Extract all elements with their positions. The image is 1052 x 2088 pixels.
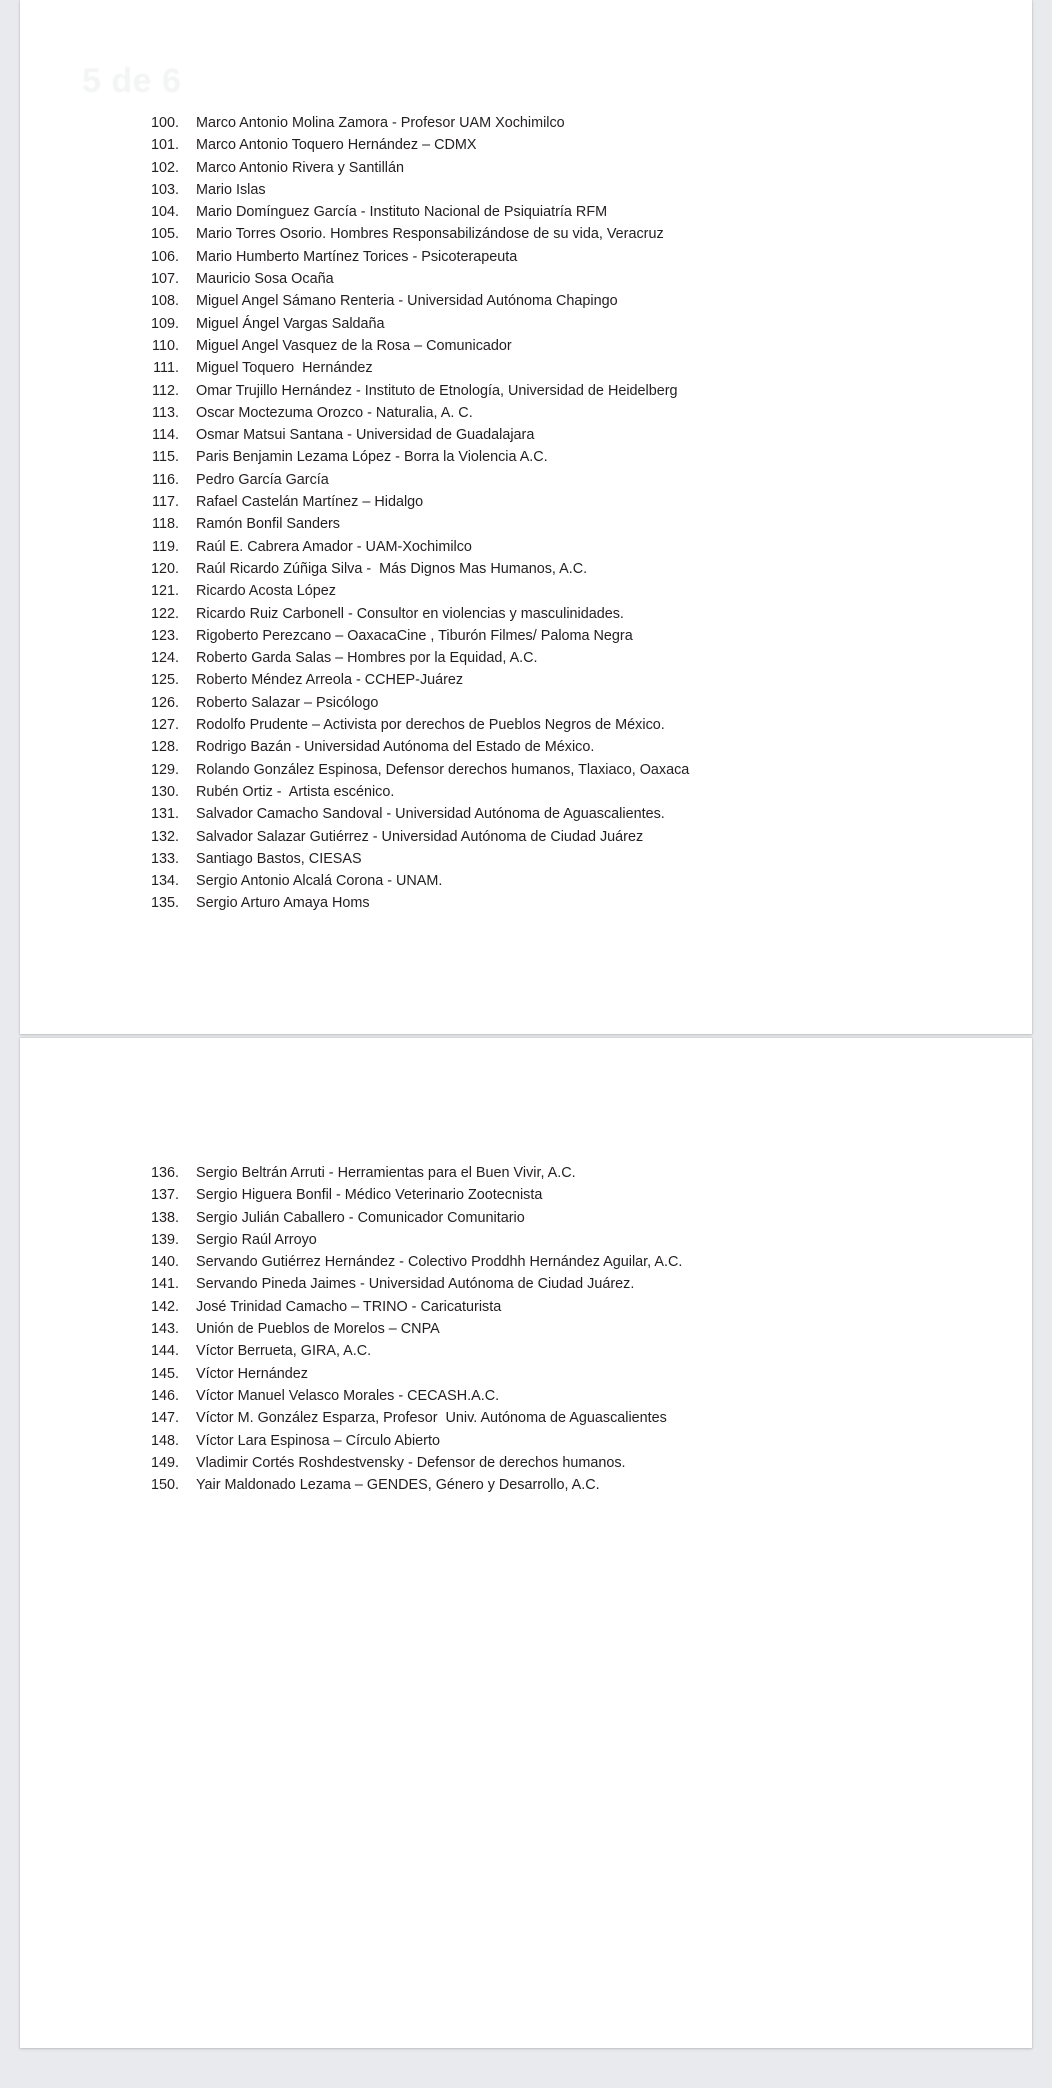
list-item-number: 150.: [150, 1477, 179, 1494]
list-item-text: Rigoberto Perezcano – OaxacaCine , Tiburón Filmes/ Paloma Negra: [196, 627, 633, 644]
list-item-text: Sergio Beltrán Arruti - Herramientas para el Buen Vivir, A.C.: [196, 1165, 576, 1181]
list-item: [133, 736, 1008, 758]
list-item: [133, 424, 1008, 446]
list-item-number: 117.: [152, 494, 179, 511]
list-item: [133, 268, 1008, 290]
list-item-text: José Trinidad Camacho – TRINO - Caricaturista: [196, 1298, 502, 1315]
list-item-number: 123.: [150, 627, 179, 644]
list-item: [133, 112, 1008, 134]
list-item-number: 122.: [150, 605, 179, 622]
list-item-text: Santiago Bastos, CIESAS: [196, 850, 362, 867]
list-item-number: 121.: [150, 583, 179, 600]
list-item: [133, 781, 1008, 803]
list-item-number: 108.: [150, 293, 179, 310]
list-item-text: Servando Gutiérrez Hernández - Colectivo Proddhh Hernández Aguilar, A.C.: [196, 1254, 683, 1271]
list-item-number: 107.: [150, 271, 179, 288]
list-item-text: Rafael Castelán Martínez – Hidalgo: [196, 494, 424, 511]
list-item: [133, 1296, 1008, 1318]
list-item-text: Omar Trujillo Hernández - Instituto de Etnología, Universidad de Heidelberg: [196, 382, 678, 399]
list-item-text: Víctor Hernández: [196, 1365, 308, 1382]
list-item-text: Sergio Antonio Alcalá Corona - UNAM.: [196, 873, 443, 890]
list-item-number: 119.: [152, 538, 179, 555]
list-item: [133, 1184, 1008, 1206]
list-item-number: 116.: [152, 471, 179, 488]
list-item-number: 127.: [150, 717, 179, 734]
list-item: [133, 603, 1008, 625]
list-item: [133, 1251, 1008, 1273]
list-item-text: Oscar Moctezuma Orozco - Naturalia, A. C.: [196, 404, 473, 421]
list-item-text: Víctor Berrueta, GIRA, A.C.: [196, 1343, 372, 1360]
list-item-text: Salvador Camacho Sandoval - Universidad Autónoma de Aguascalientes.: [196, 806, 665, 823]
list-item: [133, 402, 1008, 424]
list-item: [133, 1273, 1008, 1295]
list-item-text: Mario Islas: [196, 181, 266, 198]
list-item: [133, 491, 1008, 513]
list-item: [133, 1407, 1008, 1429]
list-item: [133, 892, 1008, 914]
list-item-number: 103.: [150, 181, 179, 198]
list-item-text: Víctor Lara Espinosa – Círculo Abierto: [196, 1432, 440, 1449]
list-item-number: 100.: [150, 115, 179, 131]
list-item: [133, 246, 1008, 268]
list-item-text: Roberto Garda Salas – Hombres por la Equidad, A.C.: [196, 650, 538, 667]
list-item-text: Rodrigo Bazán - Universidad Autónoma del Estado de México.: [196, 739, 595, 756]
list-item-text: Miguel Ángel Vargas Saldaña: [196, 315, 385, 332]
list-item: [133, 580, 1008, 602]
list-item-text: Yair Maldonado Lezama – GENDES, Género y Desarrollo, A.C.: [196, 1477, 600, 1494]
list-item: [133, 870, 1008, 892]
list-item-number: 128.: [150, 739, 179, 756]
list-item-number: 105.: [150, 226, 179, 243]
list-item-number: 140.: [150, 1254, 179, 1271]
list-item: [133, 469, 1008, 491]
list-item: [133, 536, 1008, 558]
list-item: [133, 1340, 1008, 1362]
list-item: [133, 759, 1008, 781]
list-item-text: Mario Domínguez García - Instituto Nacional de Psiquiatría RFM: [196, 204, 608, 221]
list-item: [133, 1385, 1008, 1407]
list-item-number: 106.: [150, 248, 179, 265]
list-item-number: 148.: [150, 1432, 179, 1449]
list-item-text: Mauricio Sosa Ocaña: [196, 271, 334, 288]
list-item: [133, 335, 1008, 357]
list-item: [133, 313, 1008, 335]
list-item: [133, 692, 1008, 714]
list-item-text: Marco Antonio Rivera y Santillán: [196, 159, 404, 176]
list-item-text: Sergio Raúl Arroyo: [196, 1231, 317, 1248]
list-item: [133, 357, 1008, 379]
list-item-number: 146.: [150, 1387, 179, 1404]
list-item-number: 101.: [150, 137, 179, 154]
list-item-number: 147.: [150, 1410, 179, 1427]
list-item-number: 115.: [152, 449, 179, 466]
list-item-number: 130.: [150, 783, 179, 800]
list-item: [133, 1318, 1008, 1340]
list-item-text: Mario Torres Osorio. Hombres Responsabilizándose de su vida, Veracruz: [196, 226, 664, 243]
list-item: [133, 714, 1008, 736]
list-item: [133, 669, 1008, 691]
list-item-number: 142.: [150, 1298, 179, 1315]
list-item-number: 126.: [150, 694, 179, 711]
document-page-6: [20, 1038, 1032, 2048]
list-item-text: Sergio Julián Caballero - Comunicador Comunitario: [196, 1209, 525, 1226]
list-item-text: Roberto Salazar – Psicólogo: [196, 694, 379, 711]
list-item: [133, 201, 1008, 223]
list-item-text: Rolando González Espinosa, Defensor derechos humanos, Tlaxiaco, Oaxaca: [196, 761, 690, 778]
list-item-text: Sergio Arturo Amaya Homs: [196, 895, 370, 912]
list-item-number: 110.: [152, 337, 179, 354]
list-item-text: Rodolfo Prudente – Activista por derechos de Pueblos Negros de México.: [196, 717, 665, 734]
list-item-text: Servando Pineda Jaimes - Universidad Autónoma de Ciudad Juárez.: [196, 1276, 635, 1293]
list-item-number: 139.: [150, 1231, 179, 1248]
list-item: [133, 513, 1008, 535]
list-item: [133, 446, 1008, 468]
list-item: [133, 1162, 1008, 1184]
list-item: [133, 1363, 1008, 1385]
list-item-text: Salvador Salazar Gutiérrez - Universidad Autónoma de Ciudad Juárez: [196, 828, 644, 845]
list-item-text: Raúl Ricardo Zúñiga Silva - Más Dignos Mas Humanos, A.C.: [196, 560, 588, 577]
document-page-5: [20, 0, 1032, 1034]
list-item-number: 137.: [150, 1187, 179, 1204]
viewer-bottom-space: [0, 2048, 1052, 2088]
list-item-text: Paris Benjamin Lezama López - Borra la Violencia A.C.: [196, 449, 548, 466]
list-item: [133, 1430, 1008, 1452]
list-item: [133, 826, 1008, 848]
list-item-text: Pedro García García: [196, 471, 329, 488]
list-item-number: 144.: [150, 1343, 179, 1360]
list-item: [133, 290, 1008, 312]
list-item-number: 129.: [150, 761, 179, 778]
list-item-text: Unión de Pueblos de Morelos – CNPA: [196, 1321, 440, 1338]
list-item-number: 143.: [150, 1321, 179, 1338]
list-item-number: 136.: [150, 1165, 179, 1181]
list-item-number: 102.: [150, 159, 179, 176]
list-item-number: 125.: [150, 672, 179, 689]
list-item-text: Ramón Bonfil Sanders: [196, 516, 340, 533]
list-item: [133, 647, 1008, 669]
list-item-text: Ricardo Ruiz Carbonell - Consultor en violencias y masculinidades.: [196, 605, 624, 622]
list-item-text: Miguel Toquero Hernández: [196, 360, 373, 377]
list-item-text: Sergio Higuera Bonfil - Médico Veterinario Zootecnista: [196, 1187, 543, 1204]
list-item: [133, 558, 1008, 580]
list-item-number: 145.: [150, 1365, 179, 1382]
list-item: [133, 223, 1008, 245]
list-item-number: 124.: [150, 650, 179, 667]
list-item-text: Víctor M. González Esparza, Profesor Univ. Autónoma de Aguascalientes: [196, 1410, 667, 1427]
list-item: [133, 380, 1008, 402]
list-item: [133, 1229, 1008, 1251]
list-item-number: 114.: [152, 427, 179, 444]
list-item-number: 134.: [150, 873, 179, 890]
list-item-number: 120.: [150, 560, 179, 577]
list-item: [133, 179, 1008, 201]
list-item-text: Raúl E. Cabrera Amador - UAM-Xochimilco: [196, 538, 472, 555]
list-item-text: Mario Humberto Martínez Torices - Psicoterapeuta: [196, 248, 518, 265]
list-item: [133, 1452, 1008, 1474]
list-item-number: 141.: [150, 1276, 179, 1293]
list-item-number: 118.: [152, 516, 179, 533]
signatory-list-page-5: [20, 0, 1032, 915]
list-item: [133, 803, 1008, 825]
list-item-number: 149.: [150, 1454, 179, 1471]
list-item: [133, 1474, 1008, 1496]
list-item-number: 131.: [150, 806, 179, 823]
list-item: [133, 848, 1008, 870]
signatory-list-page-6: [20, 1038, 1032, 1496]
list-item-number: 112.: [152, 382, 179, 399]
list-item-text: Miguel Angel Sámano Renteria - Universidad Autónoma Chapingo: [196, 293, 618, 310]
list-item-text: Marco Antonio Toquero Hernández – CDMX: [196, 137, 477, 154]
list-item-text: Marco Antonio Molina Zamora - Profesor UAM Xochimilco: [196, 115, 565, 131]
list-item-number: 113.: [152, 404, 179, 421]
list-item-number: 135.: [150, 895, 179, 912]
list-item: [133, 157, 1008, 179]
list-item-text: Víctor Manuel Velasco Morales - CECASH.A.C.: [196, 1387, 500, 1404]
list-item-text: Vladimir Cortés Roshdestvensky - Defensor de derechos humanos.: [196, 1454, 626, 1471]
list-item-text: Rubén Ortiz - Artista escénico.: [196, 783, 395, 800]
list-item: [133, 1207, 1008, 1229]
list-item-text: Miguel Angel Vasquez de la Rosa – Comunicador: [196, 337, 512, 354]
list-item-text: Roberto Méndez Arreola - CCHEP-Juárez: [196, 672, 464, 689]
list-item-text: Osmar Matsui Santana - Universidad de Guadalajara: [196, 427, 535, 444]
page-indicator-watermark: 5 de 6: [82, 62, 182, 100]
list-item: [133, 625, 1008, 647]
list-item-number: 132.: [150, 828, 179, 845]
list-item: [133, 134, 1008, 156]
list-item-number: 133.: [150, 850, 179, 867]
list-item-number: 111.: [153, 360, 179, 377]
list-item-text: Ricardo Acosta López: [196, 583, 336, 600]
list-item-number: 138.: [150, 1209, 179, 1226]
list-item-number: 104.: [150, 204, 179, 221]
list-item-number: 109.: [150, 315, 179, 332]
